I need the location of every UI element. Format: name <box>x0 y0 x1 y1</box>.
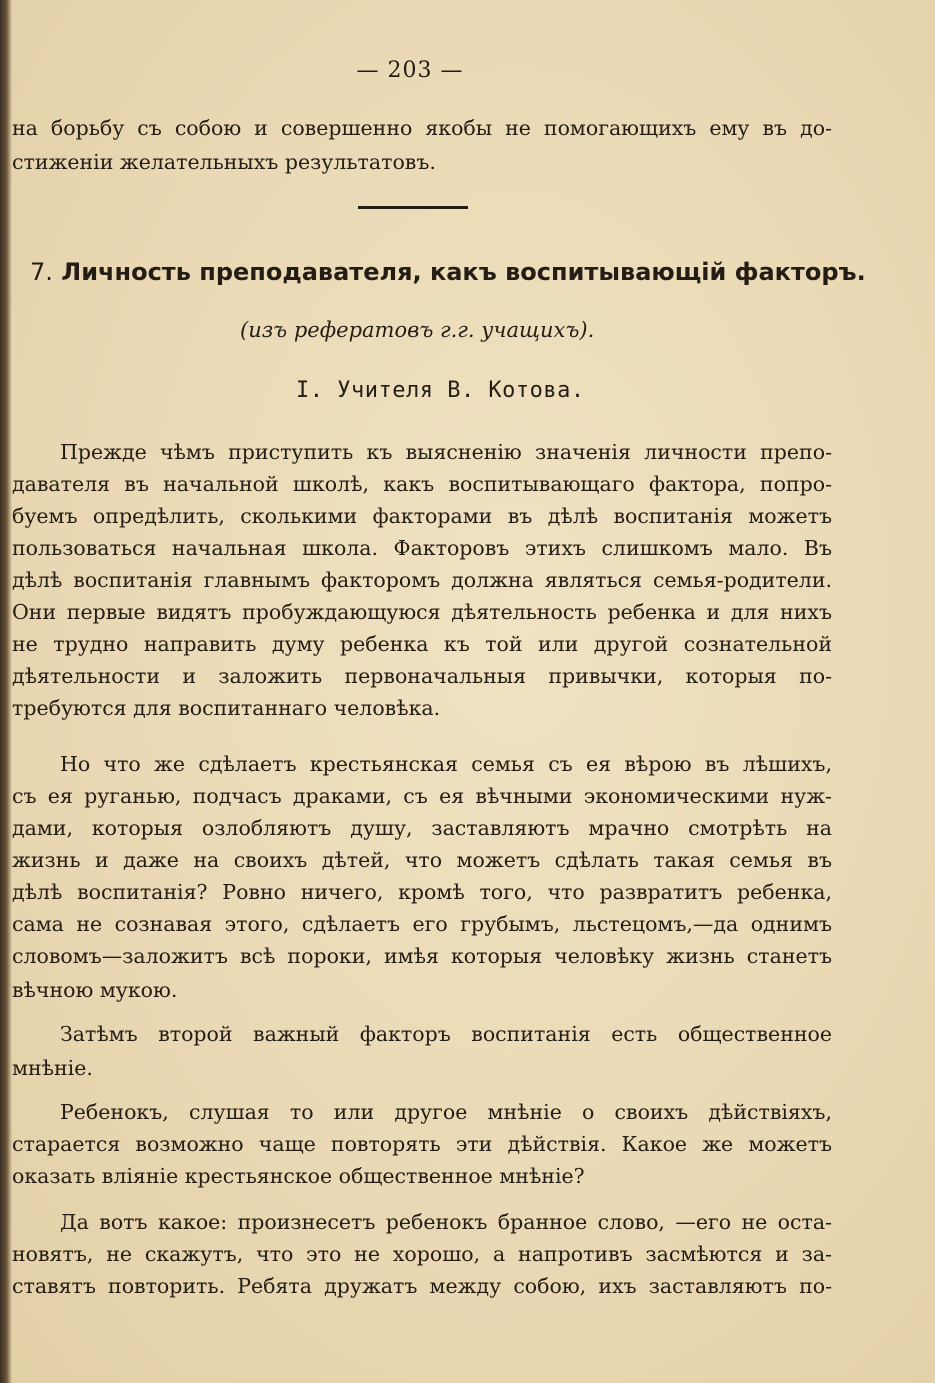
paragraph-line: дами, которыя озлобляютъ душу, заставляютъ мрачно смотрѣть на <box>12 816 832 840</box>
paragraph-line: Они первые видятъ пробуждающуюся дѣятельность ребенка и для нихъ <box>12 600 832 624</box>
section-divider <box>358 206 468 209</box>
paragraph-line: Прежде чѣмъ приступить къ выясненію значенія личности препо- <box>60 440 832 464</box>
section-subtitle: (изъ рефератовъ г.г. учащихъ). <box>240 318 595 342</box>
paragraph-line: старается возможно чаще повторять эти дѣйствія. Какое же можетъ <box>12 1132 832 1156</box>
section-title: Личность преподавателя, какъ воспитывающій факторъ. <box>61 258 866 286</box>
paragraph-line: сама не сознавая этого, сдѣлаетъ его грубымъ, льстецомъ,—да однимъ <box>12 912 832 936</box>
paragraph-line: Да вотъ какое: произнесетъ ребенокъ бранное слово, —его не оста- <box>60 1210 832 1234</box>
paragraph-line: словомъ—заложитъ всѣ пороки, имѣя которыя человѣку жизнь станетъ <box>12 944 832 968</box>
paragraph-line: Затѣмъ второй важный факторъ воспитанія есть общественное <box>60 1022 832 1046</box>
paragraph-line: новятъ, не скажутъ, что это не хорошо, а напротивъ засмѣются и за- <box>12 1242 832 1266</box>
paragraph-line: буемъ опредѣлить, сколькими факторами въ дѣлѣ воспитанія можетъ <box>12 504 832 528</box>
paragraph-line: Но что же сдѣлаетъ крестьянская семья съ ея вѣрою въ лѣшихъ, <box>60 752 832 776</box>
paragraph-line: дѣлѣ воспитанія? Ровно ничего, кромѣ того, что развратитъ ребенка, <box>12 880 832 904</box>
paragraph-line: вѣчною мукою. <box>12 978 178 1002</box>
paragraph-line: ставятъ повторить. Ребята дружатъ между собою, ихъ заставляютъ по- <box>12 1274 832 1298</box>
paragraph-line: пользоваться начальная школа. Факторовъ этихъ слишкомъ мало. Въ <box>12 536 832 560</box>
section-number: 7. <box>30 258 53 286</box>
paragraph-line: требуются для воспитаннаго человѣка. <box>12 696 441 720</box>
book-binding-edge <box>0 0 12 1383</box>
author-line: I. Учителя В. Котова. <box>296 378 585 403</box>
intro-line: на борьбу съ собою и совершенно якобы не помогающихъ ему въ до- <box>12 116 832 140</box>
paragraph-line: жизнь и даже на своихъ дѣтей, что можетъ сдѣлать такая семья въ <box>12 848 832 872</box>
page-number: — 203 — <box>356 58 464 83</box>
paragraph-line: дѣлѣ воспитанія главнымъ факторомъ должна являться семья-родители. <box>12 568 832 592</box>
paragraph-line: не трудно направить думу ребенка къ той или другой сознательной <box>12 632 832 656</box>
paragraph-line: давателя въ начальной школѣ, какъ воспитывающаго фактора, попро- <box>12 472 832 496</box>
paragraph-line: дѣятельности и заложить первоначальныя привычки, которыя по- <box>12 664 832 688</box>
paragraph-line: съ ея руганью, подчасъ драками, съ ея вѣчными экономическими нуж- <box>12 784 832 808</box>
section-heading <box>30 258 866 286</box>
intro-line: стиженіи желательныхъ результатовъ. <box>12 150 436 174</box>
paragraph-line: оказать вліяніе крестьянское общественное мнѣніе? <box>12 1164 585 1188</box>
paragraph-line: Ребенокъ, слушая то или другое мнѣніе о своихъ дѣйствіяхъ, <box>60 1100 832 1124</box>
paragraph-line: мнѣніе. <box>12 1056 93 1080</box>
